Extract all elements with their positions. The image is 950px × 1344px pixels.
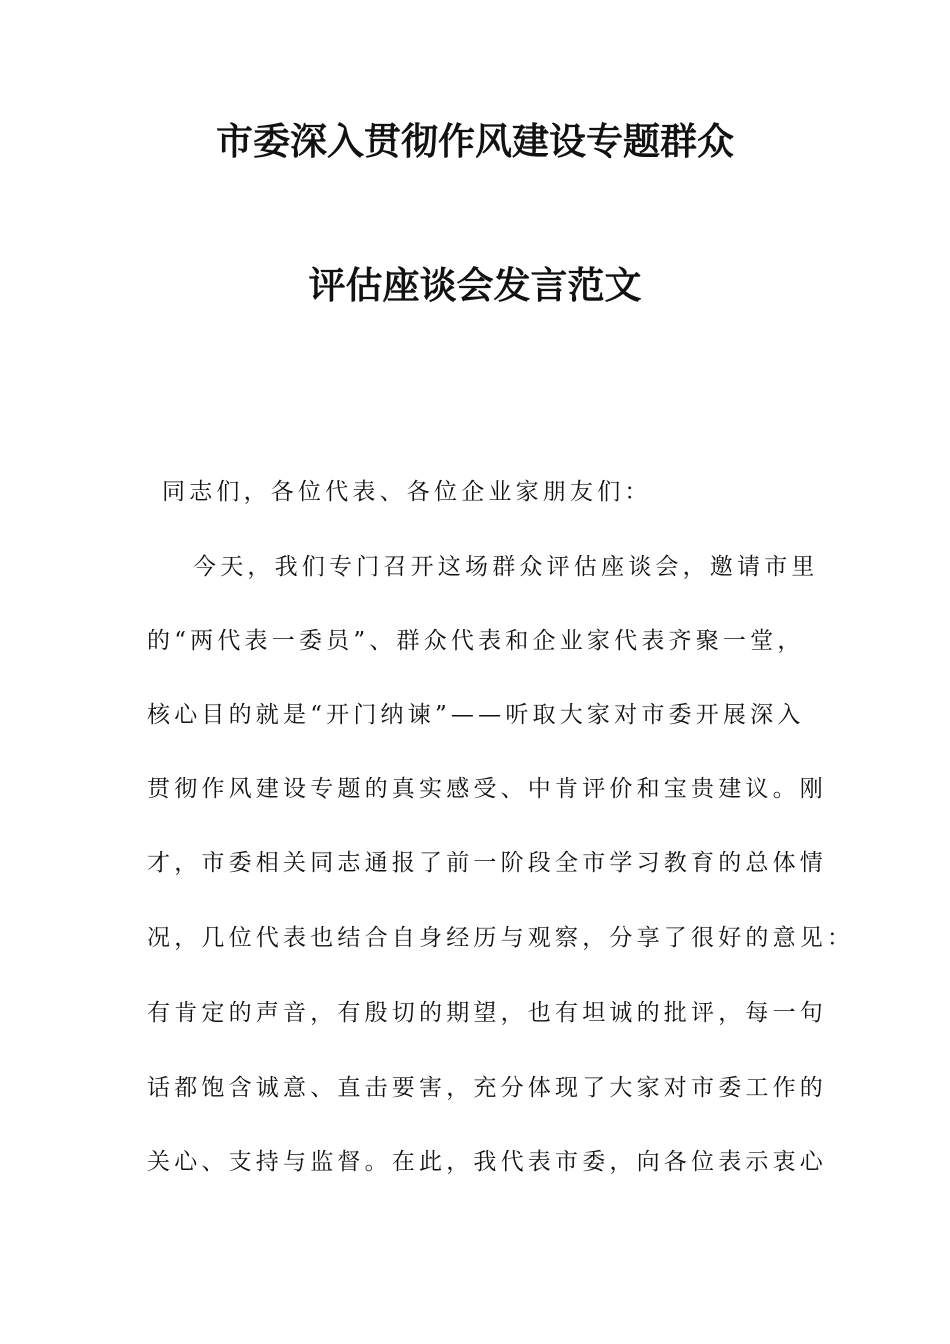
body-line: 有肯定的声音，有殷切的期望，也有坦诚的批评，每一句 xyxy=(147,1000,827,1026)
body-line: 核心目的就是“开门纳谏”——听取大家对市委开展深入 xyxy=(147,702,805,728)
body-line: 今天，我们专门召开这场群众评估座谈会，邀请市里 xyxy=(193,554,819,580)
body-line: 况，几位代表也结合自身经历与观察，分享了很好的意见： xyxy=(147,925,855,951)
document-title-line-1: 市委深入贯彻作风建设专题群众 xyxy=(216,120,734,163)
body-line: 贯彻作风建设专题的真实感受、中肯评价和宝贵建议。刚 xyxy=(147,776,827,802)
document-title-line-2: 评估座谈会发言范文 xyxy=(308,264,642,307)
body-line: 话都饱含诚意、直击要害，充分体现了大家对市委工作的 xyxy=(147,1075,827,1101)
body-line: 关心、支持与监督。在此，我代表市委，向各位表示衷心 xyxy=(147,1149,827,1175)
salutation: 同志们，各位代表、各位企业家朋友们： xyxy=(162,479,652,505)
body-line: 才，市委相关同志通报了前一阶段全市学习教育的总体情 xyxy=(147,850,827,876)
body-line: 的“两代表一委员”、群众代表和企业家代表齐聚一堂， xyxy=(147,628,805,654)
